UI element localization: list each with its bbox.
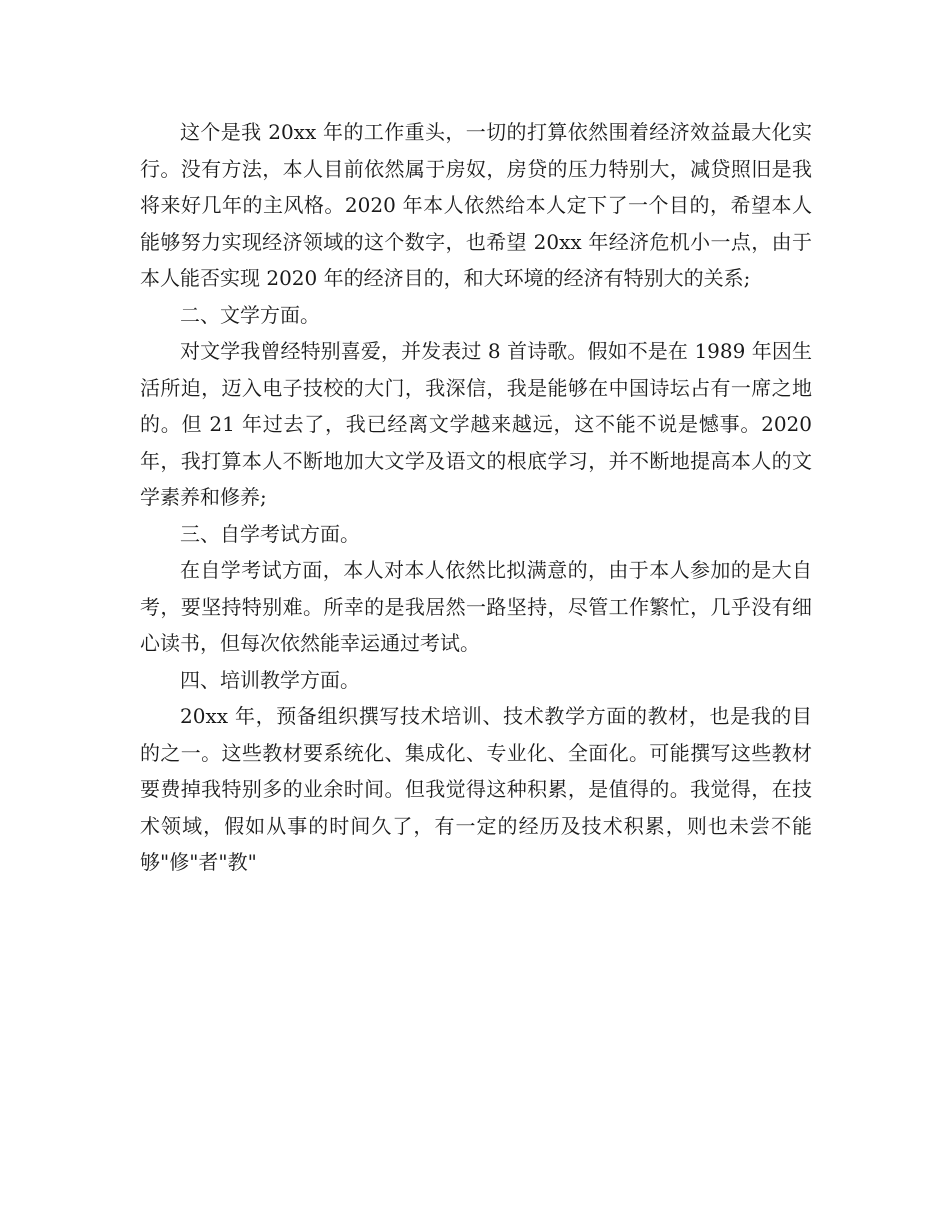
paragraph-economy: 这个是我 20xx 年的工作重头，一切的打算依然围着经济效益最大化实行。没有方法，本人目前依然属于房奴，房贷的压力特别大，减贷照旧是我将来好几年的主风格。2020 年本人依然给本人定下了一个目的，希望本人能够努力实现经济领域的这个数字，也希望 20xx 年经济危机小一点，由于本人能否实现 2020 年的经济目的，和大环境的经济有特别大的关系;: [140, 120, 812, 290]
heading-literature: 二、文学方面。: [180, 302, 320, 327]
heading-self-study-exam: 三、自学考试方面。: [180, 521, 360, 546]
document-body: [140, 114, 812, 881]
heading-training-teaching: 四、培训教学方面。: [180, 667, 360, 692]
paragraph-literature: 对文学我曾经特别喜爱，并发表过 8 首诗歌。假如不是在 1989 年因生活所迫，迈入电子技校的大门，我深信，我是能够在中国诗坛占有一席之地的。但 21 年过去了，我已经离文学越来越远，这不能不说是憾事。2020 年，我打算本人不断地加大文学及语文的根底学习，并不断地提高本人的文学素养和修养;: [140, 339, 812, 509]
paragraph-self-study-exam: 在自学考试方面，本人对本人依然比拟满意的，由于本人参加的是大自考，要坚持特别难。所幸的是我居然一路坚持，尽管工作繁忙，几乎没有细心读书，但每次依然能幸运通过考试。: [140, 558, 812, 655]
paragraph-training-teaching: 20xx 年，预备组织撰写技术培训、技术教学方面的教材，也是我的目的之一。这些教材要系统化、集成化、专业化、全面化。可能撰写这些教材要费掉我特别多的业余时间。但我觉得这种积累，是值得的。我觉得，在技术领域，假如从事的时间久了，有一定的经历及技术积累，则也未尝不能够"修"者"教": [140, 704, 812, 874]
